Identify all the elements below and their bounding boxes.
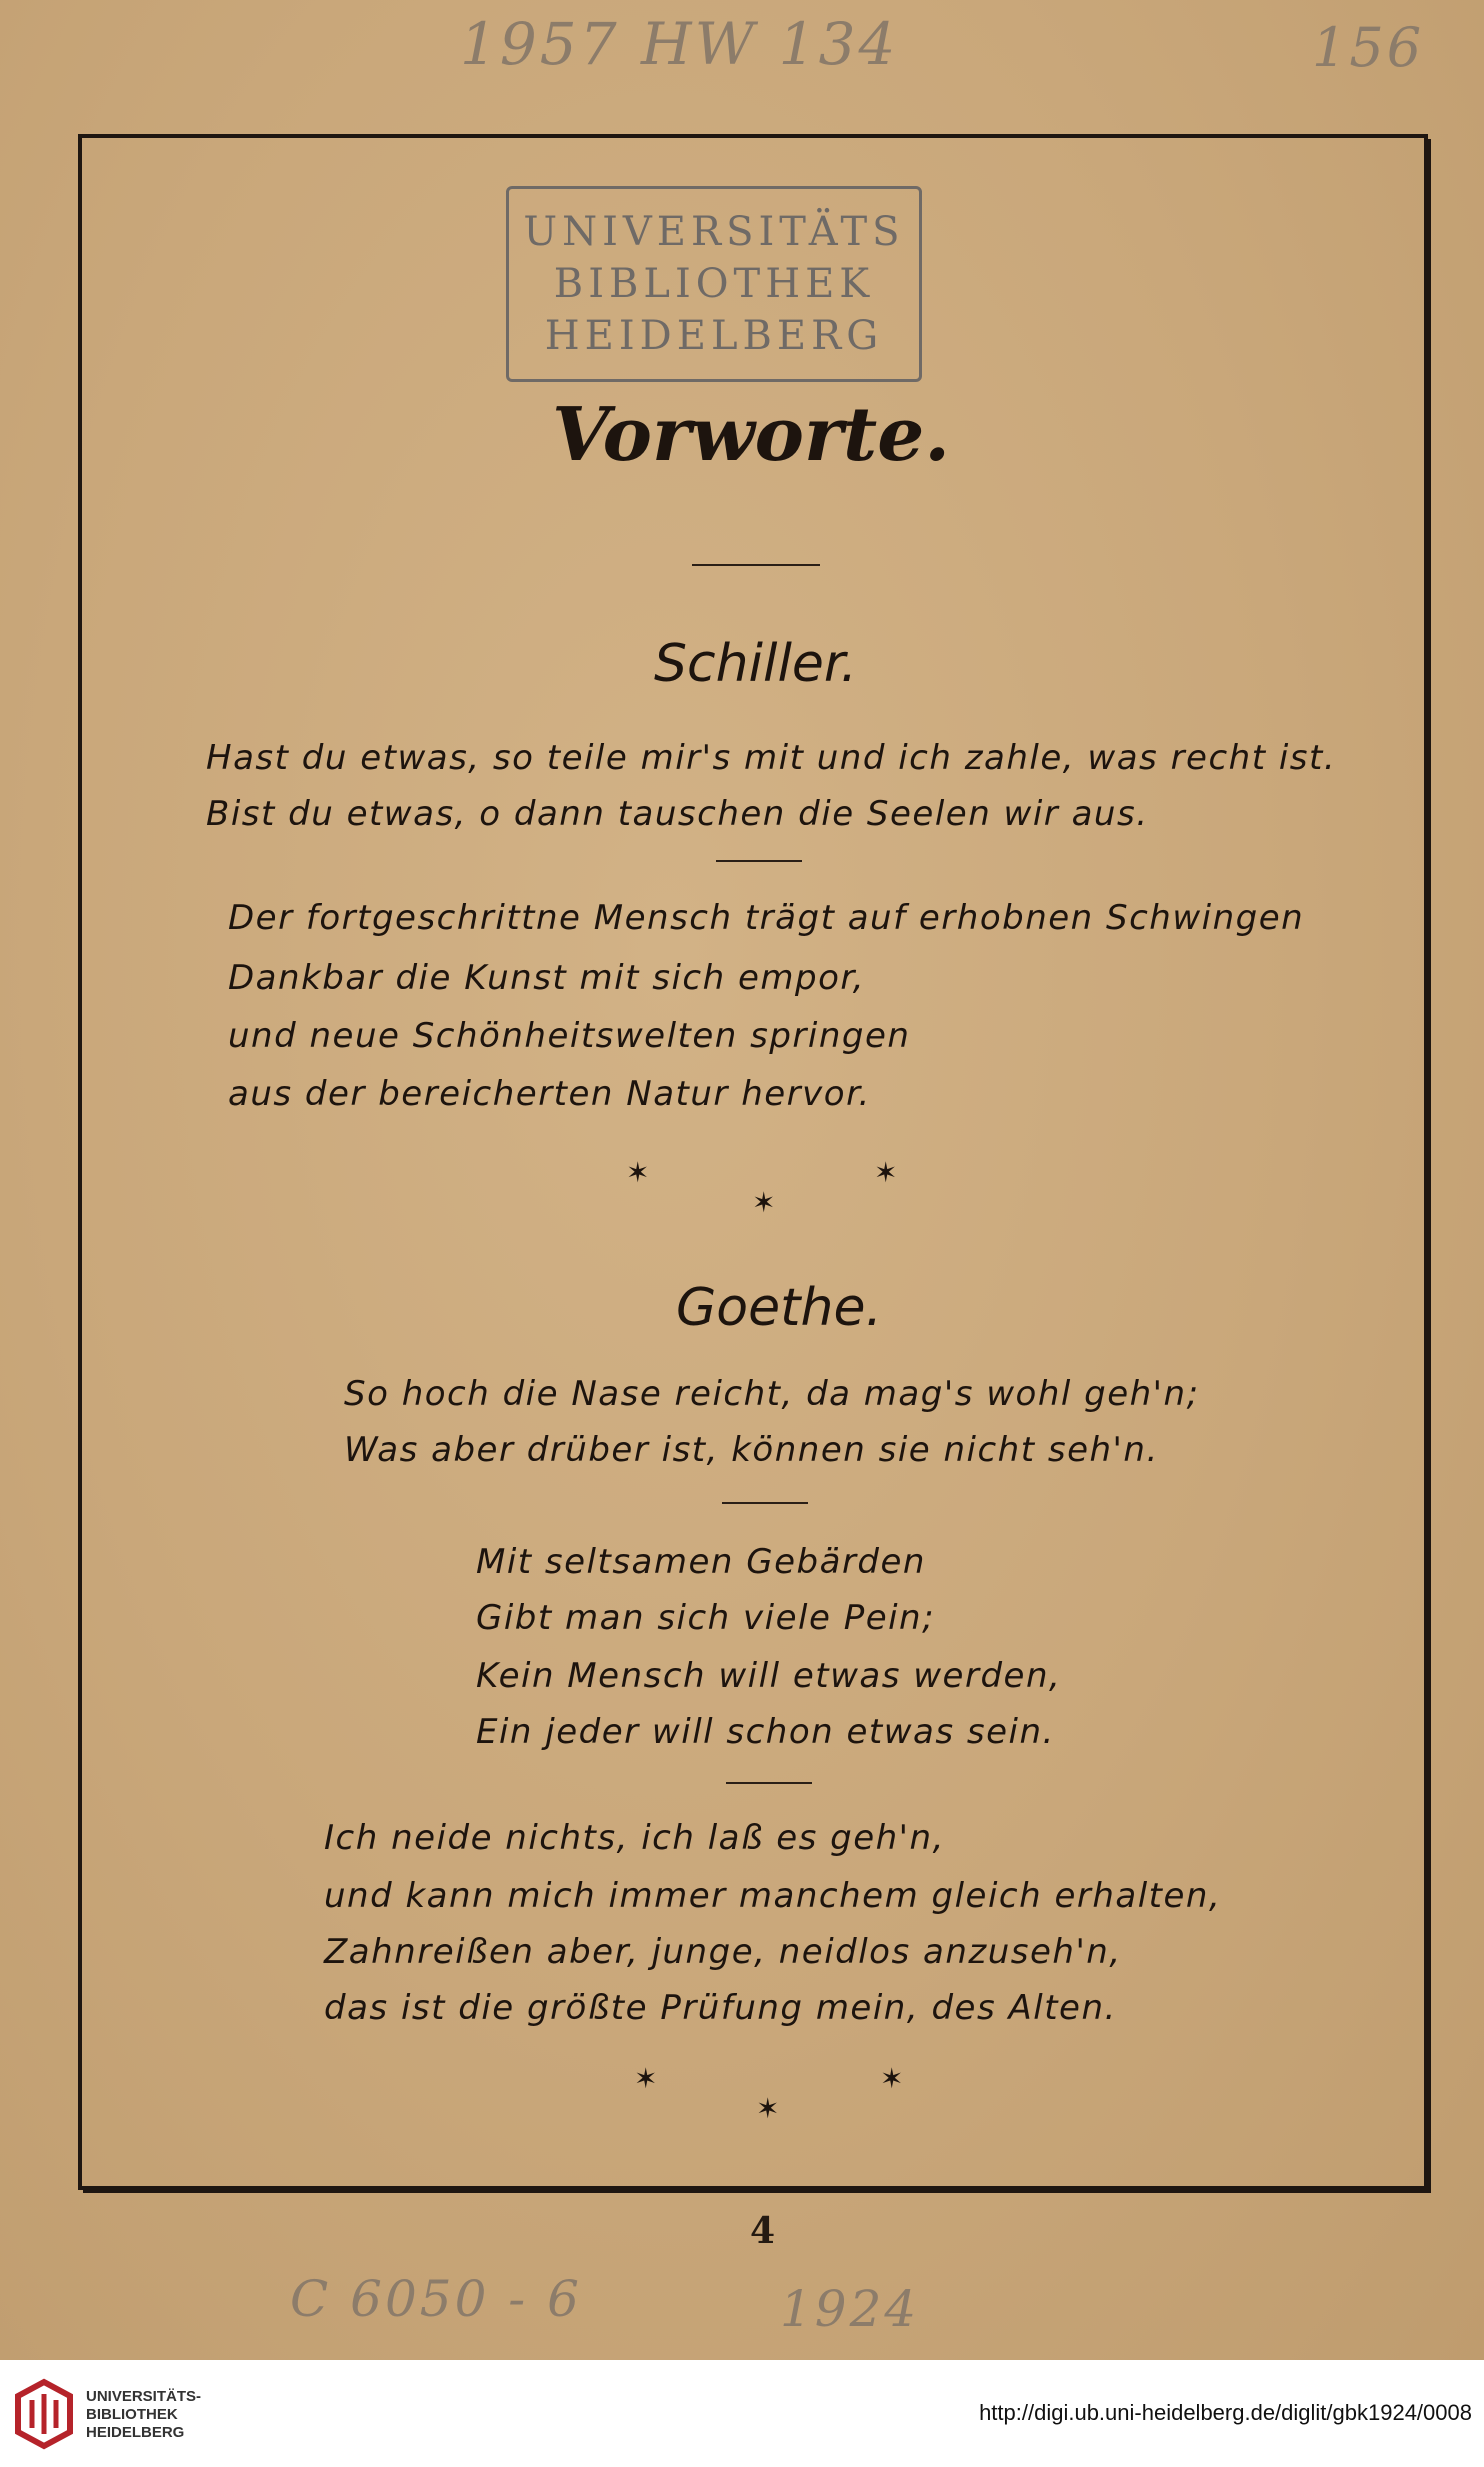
schiller-stanza2-line1: Der fortgeschrittne Mensch trägt auf erhobnen Schwingen	[228, 898, 1305, 938]
stamp-line-2: BIBLIOTHEK	[553, 261, 875, 307]
pencil-callnumber-bottom: C 6050 - 6	[290, 2270, 582, 2328]
page-title: Vorworte.	[552, 392, 951, 478]
ornament-star-left: ✶	[626, 1156, 650, 1189]
schiller-stanza1-line1: Hast du etwas, so teile mir's mit und ich zahle, was recht ist.	[206, 738, 1337, 778]
goethe-stanza1-line2: Was aber drüber ist, können sie nicht seh'n.	[344, 1430, 1159, 1470]
ornament-star-left-2: ✶	[634, 2062, 658, 2095]
pencil-shelfmark-top: 1957 HW 134	[460, 10, 899, 78]
goethe-stanza2-line1: Mit seltsamen Gebärden	[476, 1542, 926, 1582]
library-stamp	[506, 186, 922, 382]
schiller-stanza2-line2: Dankbar die Kunst mit sich empor,	[228, 958, 866, 998]
schiller-heading: Schiller.	[654, 634, 858, 694]
ornament-star-center: ✶	[752, 1186, 776, 1219]
title-divider	[692, 564, 820, 566]
schiller-stanza1-line2: Bist du etwas, o dann tauschen die Seelen wir aus.	[206, 794, 1149, 834]
goethe-stanza1-line1: So hoch die Nase reicht, da mag's wohl geh'n;	[344, 1374, 1200, 1414]
logo-line-1: UNIVERSITÄTS-	[86, 2388, 202, 2405]
pencil-number-top-right: 156	[1312, 16, 1425, 79]
schiller-divider	[716, 860, 802, 862]
goethe-stanza2-line3: Kein Mensch will etwas werden,	[476, 1656, 1062, 1696]
goethe-divider-2	[726, 1782, 812, 1784]
pencil-year-bottom: 1924	[780, 2280, 920, 2338]
page-number: 4	[750, 2210, 776, 2252]
goethe-stanza3-line2: und kann mich immer manchem gleich erhalten,	[324, 1876, 1222, 1916]
library-logo-text	[86, 2388, 201, 2442]
stamp-line-3: HEIDELBERG	[544, 313, 884, 359]
schiller-stanza2-line3: und neue Schönheitswelten springen	[228, 1016, 911, 1056]
goethe-stanza3-line1: Ich neide nichts, ich laß es geh'n,	[324, 1818, 945, 1858]
digitization-footer	[0, 2360, 1484, 2467]
ornament-star-right: ✶	[874, 1156, 898, 1189]
goethe-heading: Goethe.	[676, 1278, 882, 1338]
source-url-link[interactable]: http://digi.ub.uni-heidelberg.de/diglit/gbk1924/0008	[979, 2400, 1472, 2425]
ornament-star-center-2: ✶	[756, 2092, 780, 2125]
stamp-line-1: UNIVERSITÄTS	[523, 209, 905, 255]
schiller-stanza2-line4: aus der bereicherten Natur hervor.	[228, 1074, 871, 1114]
goethe-stanza3-line3: Zahnreißen aber, junge, neidlos anzuseh'n,	[324, 1932, 1122, 1972]
library-logo-icon	[14, 2378, 74, 2450]
goethe-divider-1	[722, 1502, 808, 1504]
goethe-stanza2-line4: Ein jeder will schon etwas sein.	[476, 1712, 1055, 1752]
logo-line-3: HEIDELBERG	[86, 2424, 185, 2441]
goethe-stanza2-line2: Gibt man sich viele Pein;	[476, 1598, 936, 1638]
ornament-star-right-2: ✶	[880, 2062, 904, 2095]
goethe-stanza3-line4: das ist die größte Prüfung mein, des Alten.	[324, 1988, 1117, 2028]
logo-line-2: BIBLIOTHEK	[86, 2406, 178, 2423]
